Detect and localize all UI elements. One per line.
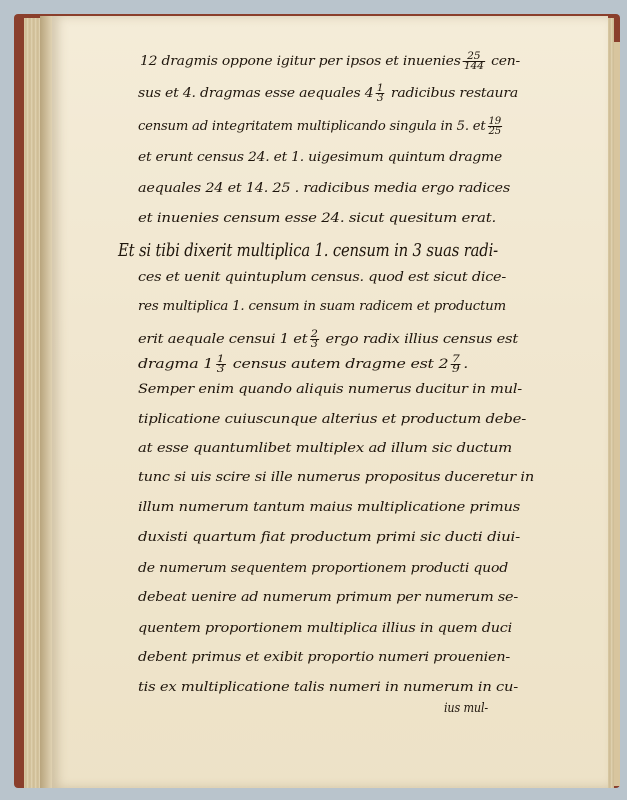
manuscript-line [138,150,502,165]
line-text: res multiplica 1. censum in suam radicem et productum [138,299,506,314]
fraction [451,355,461,374]
line-text: de numerum sequentem proportionem producti quod [138,561,509,576]
manuscript-line [138,330,518,349]
fraction-numerator: 19 [488,116,501,127]
fraction [463,52,485,71]
line-text: debeat uenire ad numerum primum per numerum se- [138,590,518,605]
manuscript-line [138,299,506,314]
line-text: ius mul- [444,701,488,716]
line-text: quentem proportionem multiplica illius in quem duci [138,621,512,636]
line-text: duxisti quartum fiat productum primi sic ducti diui- [138,530,520,545]
fraction [216,355,226,374]
line-text: illum numerum tantum maius multiplicatione primus [138,500,520,515]
manuscript-line [138,270,506,285]
manuscript-line [138,355,468,374]
fraction-numerator: 25 [463,52,485,62]
line-text: erit aequale censui 1 et [138,332,308,347]
fraction [310,330,319,349]
line-text: Et si tibi dixerit multiplica 1. censum in 3 suas radi- [118,240,498,261]
manuscript-line [138,680,518,695]
manuscript-line [138,500,520,515]
line-text: tis ex multiplicatione talis numeri in numerum in cu- [138,680,518,695]
line-text: 12 dragmis oppone igitur per ipsos et inuenies [140,54,461,69]
line-text-continued: ergo radix illius census est [321,332,518,347]
manuscript-page [52,16,608,788]
manuscript-line [140,52,520,71]
line-text: sus et 4. dragmas esse aequales 4 [138,86,374,101]
manuscript-line [138,412,526,427]
line-text-end: . [463,357,468,372]
line-text-continued: radicibus restaura [386,86,518,101]
fraction-denominator: 9 [451,364,460,375]
manuscript-line [138,84,518,103]
manuscript-line [138,181,510,196]
line-text-continued: cen- [486,54,520,69]
line-text: et inuenies censum esse 24. sicut quesitum erat. [138,211,497,226]
line-text: censum ad integritatem multiplicando singula in 5. et [138,119,486,134]
fraction-numerator: 1 [216,354,225,365]
line-text: tiplicatione cuiuscunque alterius et productum debe- [138,412,526,427]
manuscript-line [138,561,508,576]
manuscript-line [138,650,510,665]
manuscript-line [138,211,496,226]
manuscript-line [138,470,534,485]
fraction-denominator: 3 [216,364,225,375]
fraction-numerator: 2 [310,329,318,340]
fraction-numerator: 7 [451,354,460,365]
fraction-denominator: 3 [376,93,384,104]
line-text: at esse quantumlibet multiplex ad illum sic ductum [138,441,512,456]
fraction-numerator: 1 [376,83,384,94]
manuscript-line [118,240,498,261]
line-text: debent primus et exibit proportio numeri prouenien- [138,650,511,665]
line-text: aequales 24 et 14. 25 . radicibus media ergo radices [138,181,510,196]
fraction-denominator: 144 [463,61,484,72]
manuscript-line [138,590,518,605]
line-text: tunc si uis scire si ille numerus propositus duceretur in [138,470,534,485]
line-text: dragma 1 [138,357,214,372]
fraction [376,84,385,103]
line-text-continued: census autem dragme est 2 [227,357,449,372]
manuscript-line [138,382,522,397]
line-text: ces et uenit quintuplum census. quod est sicut dice- [138,270,506,285]
manuscript-line [138,441,512,456]
fraction-denominator: 3 [310,339,318,350]
manuscript-line [138,117,504,136]
manuscript-line [138,530,520,545]
fraction [487,117,501,136]
line-text: Semper enim quando aliquis numerus ducitur in mul- [138,382,522,397]
manuscript-line [444,701,488,716]
manuscript-line [138,621,512,636]
fraction-denominator: 25 [488,126,501,137]
line-text: et erunt census 24. et 1. uigesimum quintum dragme [138,150,502,165]
